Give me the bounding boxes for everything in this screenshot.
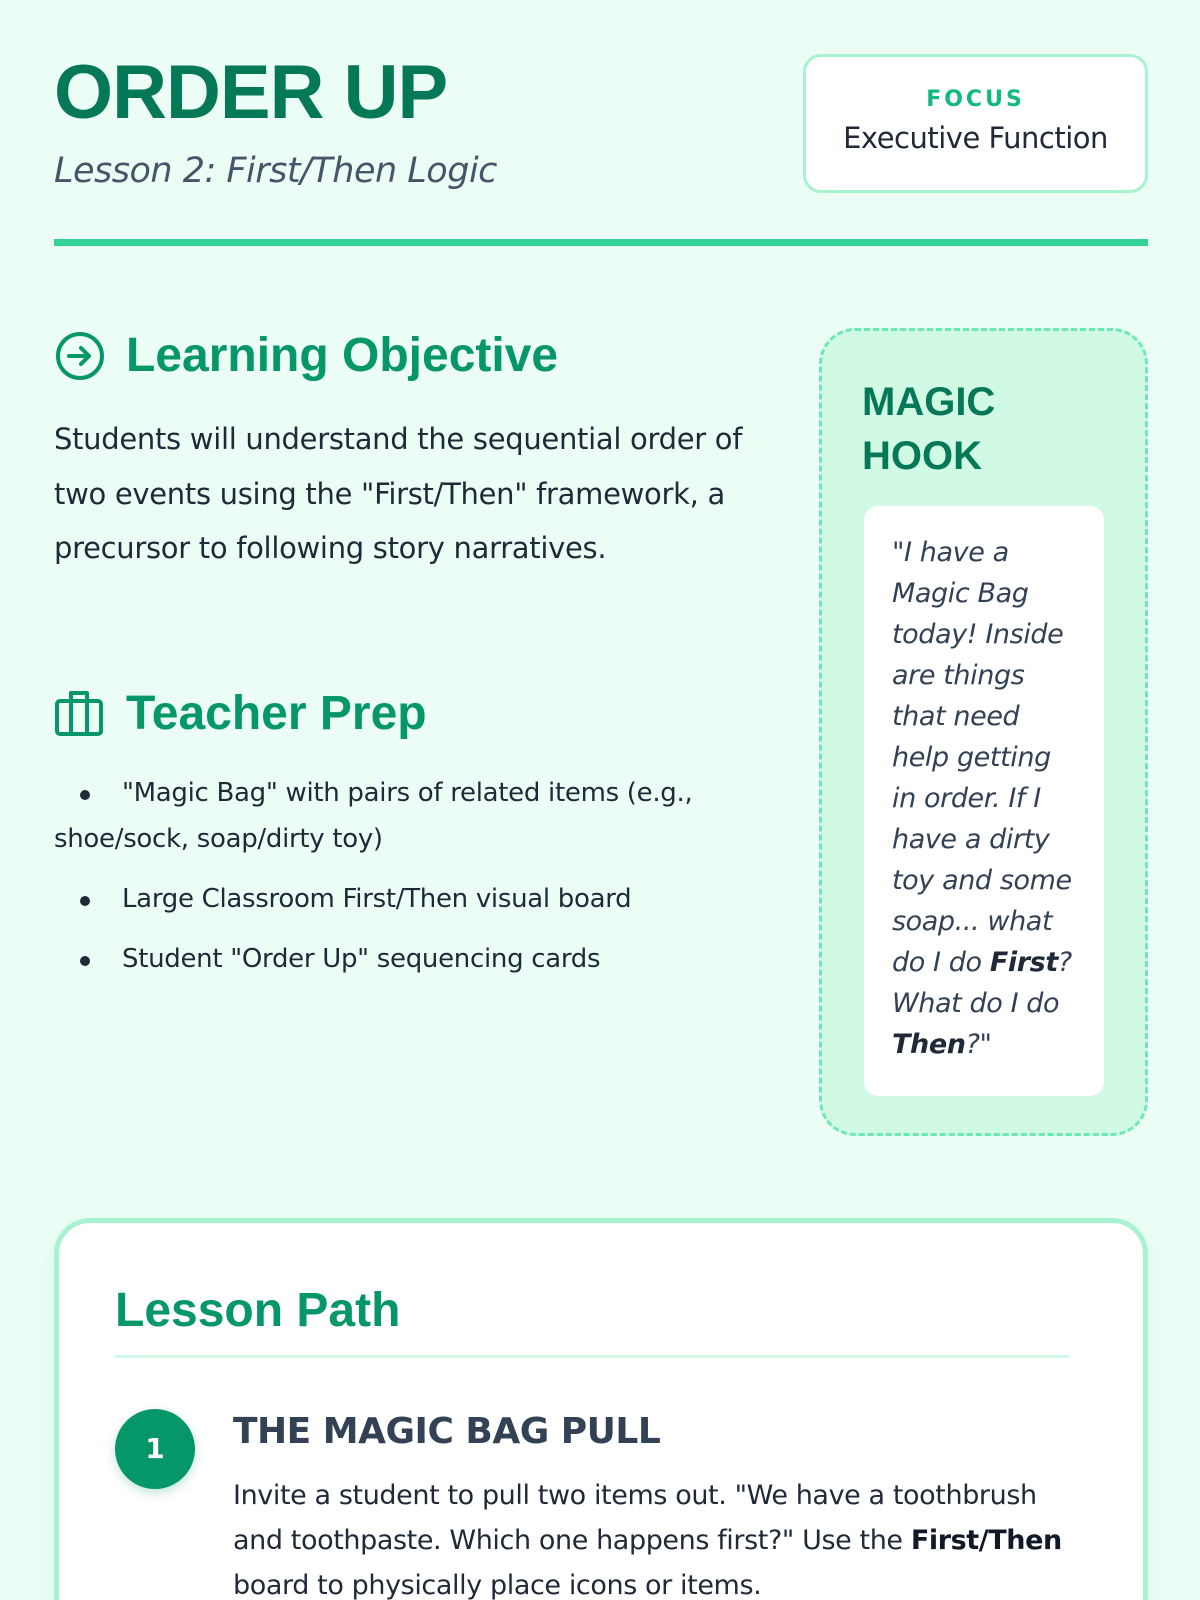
lesson-subtitle: Lesson 2: First/Then Logic — [54, 151, 497, 191]
divider — [115, 1355, 1069, 1358]
list-item: "Magic Bag" with pairs of related items (e.g., shoe/sock, soap/dirty toy) — [54, 778, 693, 854]
focus-label: FOCUS — [926, 87, 1025, 112]
step-text: Invite a student to pull two items out. "We have a toothbrush and toothpaste. Which one happens first?" Use the First/Then board to physically place icons or items. — [233, 1480, 1062, 1600]
focus-value: Executive Function — [843, 121, 1108, 155]
magic-hook-title: MAGIC HOOK — [862, 380, 996, 478]
teacher-prep-list — [54, 770, 754, 996]
bullet-icon — [80, 790, 90, 800]
list-item: Large Classroom First/Then visual board — [54, 876, 754, 922]
objective-text: Students will understand the sequential order of two events using the "First/Then" framework, a precursor to following story narratives. — [54, 422, 743, 565]
magic-hook-card — [864, 506, 1104, 1096]
magic-hook-panel — [819, 328, 1148, 1136]
focus-badge — [803, 54, 1148, 193]
bullet-icon — [80, 956, 90, 966]
teacher-prep-heading — [54, 684, 427, 744]
lesson-path-card — [54, 1218, 1148, 1600]
page-title: ORDER UP — [54, 50, 448, 135]
magic-hook-quote: "I have a Magic Bag today! Inside are things that need help getting in order. If I have a dirty toy and some soap... what do I do First? What do I do Then?" — [892, 537, 1072, 1060]
lesson-path-heading: Lesson Path — [115, 1284, 401, 1337]
step-title: THE MAGIC BAG PULL — [233, 1411, 661, 1452]
bullet-icon — [80, 896, 90, 906]
arrow-circle-right-icon — [54, 330, 106, 382]
briefcase-icon — [54, 688, 106, 740]
list-item: Student "Order Up" sequencing cards — [54, 936, 754, 982]
lesson-header — [54, 0, 1148, 246]
teacher-prep-heading-text: Teacher Prep — [126, 687, 427, 740]
objective-heading-text: Learning Objective — [126, 329, 559, 382]
objective-heading — [54, 326, 558, 386]
step-number-badge: 1 — [115, 1409, 195, 1489]
lesson-page — [54, 0, 1148, 1600]
